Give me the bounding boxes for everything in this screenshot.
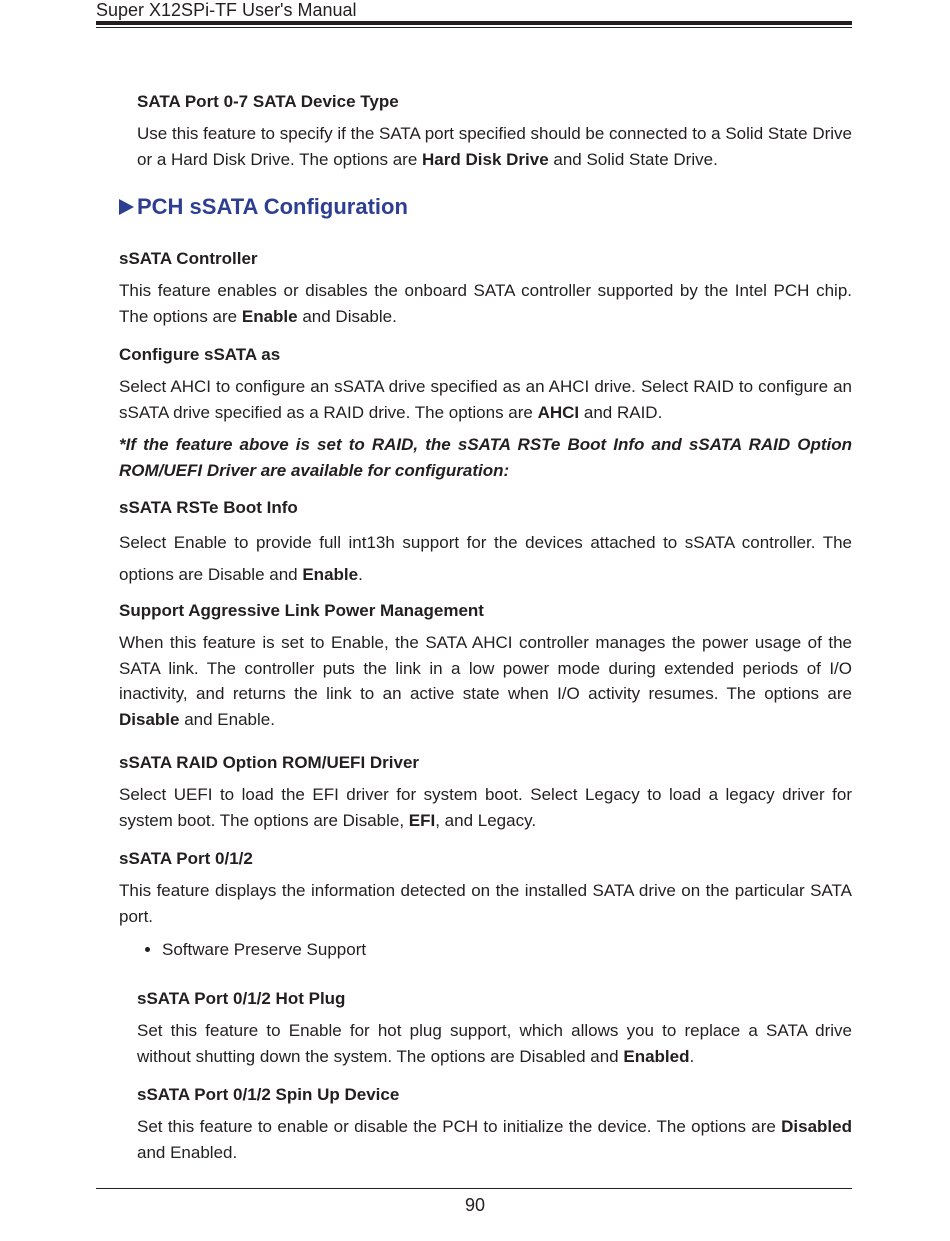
- spin-up-heading: sSATA Port 0/1/2 Spin Up Device: [137, 1085, 400, 1104]
- raid-configuration-note: *If the feature above is set to RAID, the sSATA RSTe Boot Info and sSATA RAID Option ROM/UEFI Driver are available for configuration:: [119, 435, 852, 480]
- page-number: 90: [464, 1195, 486, 1215]
- sata-device-type-description: Use this feature to specify if the SATA port specified should be connected to a Solid State Drive or a Hard Disk Drive. The options are Hard Disk Drive and Solid State Drive.: [137, 124, 852, 169]
- spin-up-description: Set this feature to enable or disable the PCH to initialize the device. The options are Disabled and Enabled.: [137, 1117, 852, 1162]
- bullet-icon: [145, 947, 150, 952]
- hot-plug-heading: sSATA Port 0/1/2 Hot Plug: [137, 989, 346, 1008]
- rste-boot-info-heading: sSATA RSTe Boot Info: [119, 498, 298, 517]
- running-header-title: Super X12SPi-TF User's Manual: [96, 0, 357, 20]
- alpm-description: When this feature is set to Enable, the SATA AHCI controller manages the power usage of the SATA link. The controller puts the link in a low power mode during extended periods of I/O inactivity, and returns the link to an active state when I/O activity resumes. The options are Disable and Enable.: [119, 633, 852, 730]
- pch-ssata-configuration-heading: PCH sSATA Configuration: [119, 193, 408, 221]
- configure-ssata-heading: Configure sSATA as: [119, 345, 281, 364]
- alpm-heading: Support Aggressive Link Power Management: [119, 601, 484, 620]
- section-triangle-icon: [119, 199, 134, 215]
- rste-boot-info-description: Select Enable to provide full int13h support for the devices attached to sSATA controller. The options are Disable and Enable.: [119, 533, 852, 584]
- footer-rule: [96, 1188, 852, 1189]
- header-rule-thin: [96, 27, 852, 28]
- sata-device-type-heading: SATA Port 0-7 SATA Device Type: [137, 92, 399, 111]
- ssata-port-heading: sSATA Port 0/1/2: [119, 849, 253, 868]
- list-item: Software Preserve Support: [145, 937, 366, 962]
- ssata-port-description: This feature displays the information detected on the installed SATA drive on the particular SATA port.: [119, 881, 852, 926]
- configure-ssata-description: Select AHCI to configure an sSATA drive specified as an AHCI drive. Select RAID to configure an sSATA drive specified as a RAID drive. The options are AHCI and RAID.: [119, 377, 852, 422]
- hot-plug-description: Set this feature to Enable for hot plug support, which allows you to replace a SATA drive without shutting down the system. The options are Disabled and Enabled.: [137, 1021, 852, 1066]
- ssata-controller-description: This feature enables or disables the onboard SATA controller supported by the Intel PCH chip. The options are Enable and Disable.: [119, 281, 852, 326]
- raid-option-rom-heading: sSATA RAID Option ROM/UEFI Driver: [119, 753, 420, 772]
- ssata-controller-heading: sSATA Controller: [119, 249, 258, 268]
- raid-option-rom-description: Select UEFI to load the EFI driver for system boot. Select Legacy to load a legacy driver for system boot. The options are Disable, EFI, and Legacy.: [119, 785, 852, 830]
- header-rule-thick: [96, 21, 852, 25]
